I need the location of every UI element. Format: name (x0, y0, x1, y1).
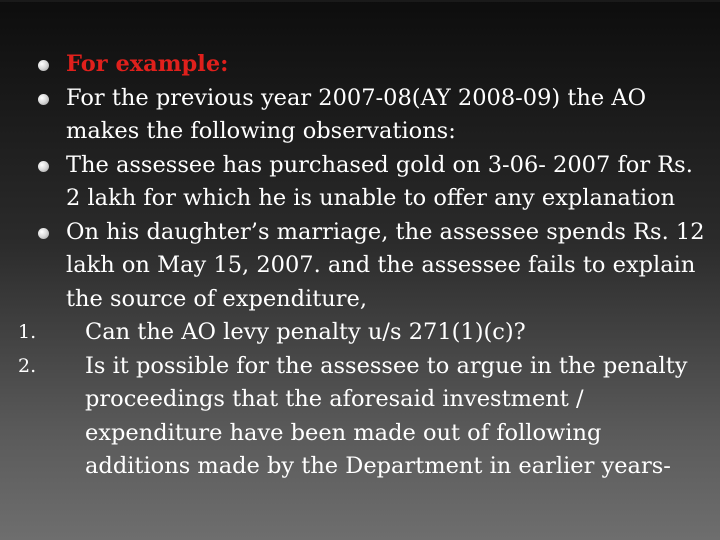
bullet-item (18, 149, 708, 216)
bullet-icon (38, 60, 49, 71)
bullet-icon (38, 94, 49, 105)
slide-heading: For example: (66, 51, 229, 77)
bullet-item (18, 82, 708, 149)
bullet-text: The assessee has purchased gold on 3-06- 2007 for Rs. 2 lakh for which he is unable to offer any explanation (66, 151, 693, 211)
top-border (0, 0, 720, 2)
list-number: 1. (18, 321, 37, 343)
numbered-item (18, 350, 708, 484)
numbered-text: Can the AO levy penalty u/s 271(1)(c)? (85, 319, 526, 345)
slide-content (18, 48, 708, 484)
bullet-text: For the previous year 2007-08(AY 2008-09) the AO makes the following observations: (66, 84, 647, 144)
numbered-text: Is it possible for the assessee to argue in the penalty proceedings that the aforesaid investment / expenditure have been made out of following additions made by the Department in earlier years- (85, 352, 688, 479)
heading-item (18, 48, 708, 82)
bullet-text: On his daughter’s marriage, the assessee spends Rs. 12 lakh on May 15, 2007. and the assessee fails to explain the source of expenditure, (66, 218, 705, 312)
bullet-icon (38, 228, 49, 239)
bullet-icon (38, 161, 49, 172)
bullet-item (18, 216, 708, 317)
numbered-item (18, 316, 708, 350)
list-number: 2. (18, 354, 37, 377)
